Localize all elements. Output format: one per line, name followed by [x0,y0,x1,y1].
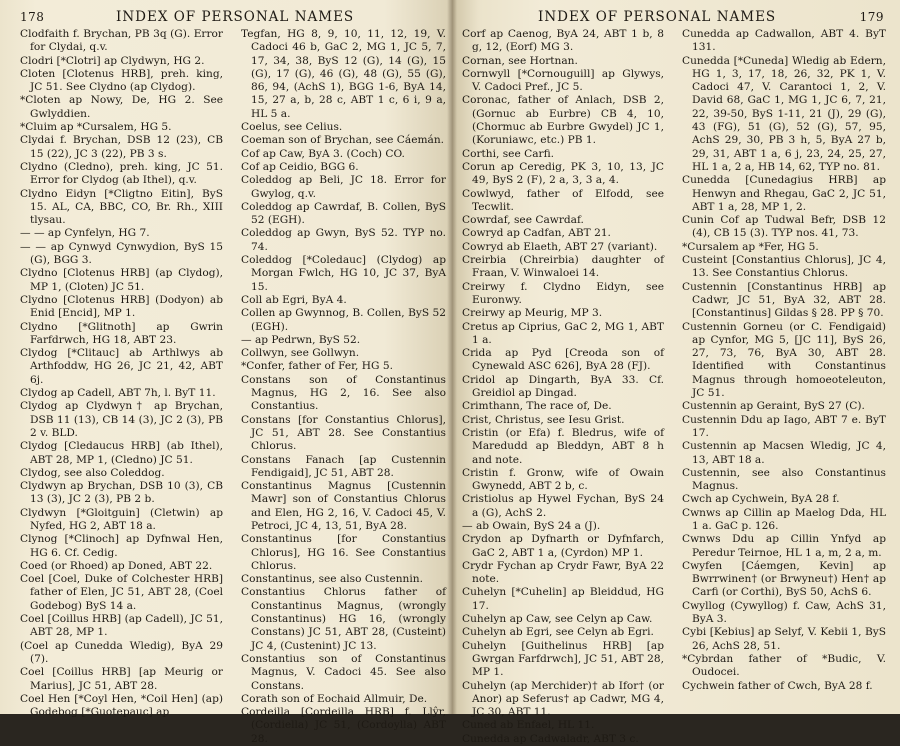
index-entry: Constantinus Magnus [Custennin Mawr] son of Constantius Chlorus and Elen, HG 2, 16, V. Cadoci 45, V. Petroci, JC 4, 13, 51, ByA 28. [241,480,446,532]
index-entry: — — ap Cynfelyn, HG 7. [20,227,150,240]
index-entry: Clodfaith f. Brychan, PB 3q (G). Error for Clydai, q.v. [20,28,223,54]
index-entry: Custennin ap Macsen Wledig, JC 4, 13, ABT 18 a. [682,440,886,466]
index-entry: Cuned ab Enfael, HL 11. [462,719,595,732]
index-entry: Clydno [*Glitnoth] ap Gwrin Farfdrwch, HG 18, ABT 23. [20,320,223,346]
index-entry: Cwyfen [Cáemgen, Kevin] ap Bwrrwinen† (or Brwyneu†) Hen† ap Carfi (or Corthi), ByS 50, AchS 6. [682,559,886,599]
index-entry: Clydno Eidyn [*Cligtno Eitin], ByS 15. AL, CA, BBC, CO, Br. Rh., XIII tlysau. [20,187,223,227]
index-entry: Cowlwyd, father of Elfodd, see Tecwlit. [462,187,664,213]
index-entry: Custeint [Constantius Chlorus], JC 4, 13. See Constantius Chlorus. [682,254,886,280]
index-entry: Clydno (Cledno), preh. king, JC 51. Error for Clydog (ab Ithel), q.v. [20,160,223,187]
index-entry: Cychwein father of Cwch, ByA 28 f. [682,679,873,692]
book-gutter [447,0,457,714]
index-entry: Clydno [Clotenus HRB] (ap Clydog), MP 1, (Cloten) JC 51. [20,267,223,293]
index-entry: Cornan, see Hortnan. [462,54,578,67]
index-column [233,28,446,746]
index-entry: Tegfan, HG 8, 9, 10, 11, 12, 19, V. Cadoci 46 b, GaC 2, MG 1, JC 5, 7, 17, 34, 38, ByS 12 (G), 14 (G), 15 (G), 17 (G), 46 (G), 48 (G), 55 (G), 86, 94, (AchS 1), BGG 1-6, ByA 14, 15, 27 a, b, 28 c, ABT 1 c, 6 i, 9 a, HL 5 a. [241,28,446,120]
index-entry: Coel [Coel, Duke of Colchester HRB] father of Elen, JC 51, ABT 28, (Coel Godebog) ByS 14 a. [20,573,223,612]
index-entry: Cowrdaf, see Cawrdaf. [462,214,584,227]
running-head: INDEX OF PERSONAL NAMES [116,9,355,25]
index-entry: Coleddog [*Coledauc] (Clydog) ap Morgan Fwlch, HG 10, JC 37, ByA 15. [241,254,446,293]
index-entry: Cuhelyn [Guithelinus HRB] [ap Gwrgan Farfdrwch], JC 51, ABT 28, MP 1. [462,639,664,679]
index-entry: Corthi, see Carfi. [462,147,555,160]
index-entry: Cwnws Ddu ap Cillin Ynfyd ap Peredur Teirnoe, HL 1 a, m, 2 a, m. [682,533,886,559]
index-entry: Cwnws ap Cillin ap Maelog Dda, HL 1 a. GaC p. 126. [682,506,886,532]
index-entry: Constans [for Constantius Chlorus], JC 51, ABT 28. See Constantius Chlorus. [241,413,446,453]
index-entry: Clydwyn [*Gloitguin] (Cletwin) ap Nyfed, HG 2, ABT 18 a. [20,506,223,532]
index-entry: Clodri [*Clotri] ap Clydwyn, HG 2. [20,54,205,67]
index-entry: Cunin Cof ap Tudwal Befr, DSB 12 (4), CB 15 (3). TYP nos. 41, 73. [682,214,886,240]
index-entry: Constantinus [for Constantius Chlorus], HG 16. See Constantius Chlorus. [241,533,446,572]
index-entry: Corath son of Eochaid Allmuir, De. [241,692,428,705]
index-entry: Coel [Coillus HRB] (ap Cadell), JC 51, ABT 28, MP 1. [20,613,223,639]
index-column [20,28,233,746]
index-entry: Custennin ap Geraint, ByS 27 (C). [682,400,865,413]
index-entry: Coleddog ap Cawrdaf, B. Collen, ByS 52 (EGH). [241,200,446,227]
index-column [462,28,674,746]
index-entry: Constantinus, see also Custennin. [241,573,423,586]
index-entry: *Cursalem ap *Fer, HG 5. [682,240,819,253]
index-entry: Cuhelyn [*Cuhelin] ap Bleiddud, HG 17. [462,586,664,612]
index-entry: Cunedda [Cunedagius HRB] ap Henwyn and Rhegau, GaC 2, JC 51, ABT 1 a, 28, MP 1, 2. [682,174,886,213]
index-entry: Cristiolus ap Hywel Fychan, ByS 24 a (G), AchS 2. [462,493,664,519]
index-entry: Clydog [Cledaucus HRB] (ab Ithel), ABT 28, MP 1, (Cledno) JC 51. [20,440,223,466]
index-entry: Coleddog ap Gwyn, ByS 52. TYP no. 74. [241,227,446,253]
index-entry: Crimthann, The race of, De. [462,400,612,413]
index-entry: Coronac, father of Anlach, DSB 2, (Gornuc ab Eurbre) CB 4, 10, (Chormuc ab Eurbre Gwydel) JC 1, (Koruniawc, etc.) PB 1. [462,94,664,147]
index-entry: Clydno [Clotenus HRB] (Dodyon) ab Enid [Encid], MP 1. [20,293,223,320]
index-entry: Cunedda [*Cuneda] Wledig ab Edern, HG 1, 3, 17, 18, 26, 32, PK 1, V. Cadoci 47, V. Carantoci 1, 2, V. David 68, GaC 1, MG 1, JC 6, 7, 21, 22, 39-50, ByS 1-11, 21 (J), 29 (G), 43 (FG), 51 (G), 52 (G), 57, 95, AchS 29, 30, PB 3 h, 5, ByA 27 b, 29, 31, ABT 1 a, 6 j, 23, 24, 25, 27, HL 1 a, 2 a, HB 14, 62, TYP no. 81. [682,54,886,173]
index-entry: Constans son of Constantinus Magnus, HG 2, 16. See also Constantius. [241,373,446,413]
index-entry: Clydog, see also Coleddog. [20,466,165,479]
index-entry: Cuhelyn (ap Merchider)† ab Ifor† (or Anor) ap Seferus† ap Cadwr, MG 4, JC 30, ABT 11. [462,679,664,719]
index-entry: Clydwyn ap Brychan, DSB 10 (3), CB 13 (3), JC 2 (3), PB 2 b. [20,480,223,506]
page-number: 178 [20,10,45,24]
index-entry: Constantius Chlorus father of Constantinus Magnus, (wrongly Constantinus) HG 16, (wrongly Constans) JC 51, ABT 28, (Custeint) JC 4, (Custenint) JC 13. [241,586,446,652]
page-number: 179 [859,10,884,24]
index-entry: Coleddog ap Beli, JC 18. Error for Gwylog, q.v. [241,174,446,200]
index-entry: Cornwyll [*Cornouguill] ap Glywys, V. Cadoci Pref., JC 5. [462,67,664,94]
index-entry: — — ap Cynwyd Cynwydion, ByS 15 (G), BGG 3. [20,240,223,267]
index-entry: Cunedda ap Cadwaladr, ABT 3 c. [462,732,639,745]
index-entry: Coel [Coillus HRB] [ap Meurig or Marius], JC 51, ABT 28. [20,666,223,692]
index-entry: Cof ap Caw, ByA 3. (Coch) CO. [241,147,405,160]
index-entry: Cuhelyn ab Egri, see Celyn ab Egri. [462,626,654,639]
index-entry: Creirbia (Chreirbia) daughter of Fraan, V. Winwaloei 14. [462,254,664,280]
index-entry: Coed (or Rhoed) ap Doned, ABT 22. [20,559,213,572]
index-entry: Cristin (or Efa) f. Bledrus, wife of Maredudd ap Bleddyn, ABT 8 h and note. [462,426,664,466]
index-entry: — ap Pedrwn, ByS 52. [241,333,361,346]
index-entry: Clydog ap Cadell, ABT 7h, l. ByT 11. [20,387,216,400]
index-entry: *Cluim ap *Cursalem, HG 5. [20,121,172,134]
index-entry: Cristin f. Gronw, wife of Owain Gwynedd, ABT 2 b, c. [462,466,664,493]
index-entry: Collen ap Gwynnog, B. Collen, ByS 52 (EGH). [241,307,446,333]
index-entry: Coll ab Egri, ByA 4. [241,293,347,306]
index-entry: Coelus, see Celius. [241,121,343,134]
index-entry: Cwyllog (Cywyllog) f. Caw, AchS 31, ByA 3. [682,599,886,626]
index-entry: Crida ap Pyd [Creoda son of Cynewald ASC 626], ByA 28 (FJ). [462,347,664,373]
index-entry: Collwyn, see Gollwyn. [241,347,360,360]
index-entry: *Cloten ap Nowy, De, HG 2. See Gwlyddien. [20,94,223,120]
index-entry: Cybi [Kebius] ap Selyf, V. Kebii 1, ByS 26, AchS 28, 51. [682,626,886,652]
index-entry: Coeman son of Brychan, see Cáemán. [241,134,445,147]
index-entry: Crist, Christus, see Iesu Grist. [462,413,625,426]
index-entry: Coel Hen [*Coyl Hen, *Coil Hen] (ap) Godebog [*Guotepauc] ap [20,692,223,719]
running-head: INDEX OF PERSONAL NAMES [538,9,777,25]
index-entry: Custennin [Constantinus HRB] ap Cadwr, JC 51, ByA 32, ABT 28. [Constantinus] Gildas § 28. PP § 70. [682,280,886,320]
index-entry: Corf ap Caenog, ByA 24, ABT 1 b, 8 g, 12, (Eorf) MG 3. [462,28,664,54]
left-page-header [20,6,446,28]
index-column [674,28,886,746]
right-page [452,0,900,745]
right-page-header [462,6,886,28]
index-entry: Crydr Fychan ap Crydr Fawr, ByA 22 note. [462,559,664,586]
index-entry: Cridol ap Dingarth, ByA 33. Cf. Greidiol ap Dingad. [462,373,664,400]
index-entry: Creirwy ap Meurig, MP 3. [462,307,603,320]
index-entry: Constans Fanach [ap Custennin Fendigaid], JC 51, ABT 28. [241,453,446,479]
index-entry: (Coel ap Cunedda Wledig), ByA 29 (7). [20,639,223,665]
index-entry: Custennin Gorneu (or C. Fendigaid) ap Cynfor, MG 5, [JC 11], ByS 26, 27, 73, 76, ByA 30, ABT 28. Identified with Constantinus Magnus through homoeoteleuton, JC 51. [682,320,886,400]
index-entry: Cowryd ap Cadfan, ABT 21. [462,227,611,240]
index-entry: Clydog [*Clitauc] ab Arthlwys ab Arthfoddw, HG 26, JC 21, 42, ABT 6j. [20,347,223,386]
index-entry: Crydon ap Dyfnarth or Dyfnfarch, GaC 2, ABT 1 a, (Cyrdon) MP 1. [462,533,664,559]
index-entry: Corun ap Ceredig, PK 3, 10, 13, JC 49, ByS 2 (F), 2 a, 3, 3 a, 4. [462,160,664,187]
index-entry: Cuhelyn ap Caw, see Celyn ap Caw. [462,613,653,626]
index-entry: *Cybrdan father of *Budic, V. Oudocei. [682,652,886,679]
index-entry: *Confer, father of Fer, HG 5. [241,360,393,373]
index-entry: Custennin, see also Constantinus Magnus. [682,466,886,493]
index-entry: Creirwy f. Clydno Eidyn, see Euronwy. [462,280,664,306]
index-entry: Cordeilla [Cordeilla HRB] f. Llŷr, (Cordiella) JC 51, (Cordoylla) ABT 28. [241,706,446,745]
index-entry: — ab Owain, ByS 24 a (J). [462,519,601,532]
index-entry: Clynog [*Clinoch] ap Dyfnwal Hen, HG 6. Cf. Cedig. [20,533,223,559]
index-entry: Constantius son of Constantinus Magnus, V. Cadoci 45. See also Constans. [241,652,446,692]
index-entry: Cowryd ab Elaeth, ABT 27 (variant). [462,240,658,253]
index-entry: Clydai f. Brychan, DSB 12 (23), CB 15 (22), JC 3 (22), PB 3 s. [20,134,223,160]
index-entry: Cof ap Ceidio, BGG 6. [241,160,359,173]
index-entry: Cloten [Clotenus HRB], preh. king, JC 51. See Clydno (ap Clydog). [20,67,223,94]
index-entry: Cretus ap Ciprius, GaC 2, MG 1, ABT 1 a. [462,320,664,346]
index-entry: Cwch ap Cychwein, ByA 28 f. [682,493,840,506]
index-entry: Cunedda ap Cadwallon, ABT 4. ByT 131. [682,28,886,54]
index-entry: Custennin Ddu ap Iago, ABT 7 e. ByT 17. [682,413,886,439]
index-entry: Clydog ap Clydwyn† ap Brychan, DSB 11 (13), CB 14 (3), JC 2 (3), PB 2 v. BLD. [20,400,223,439]
